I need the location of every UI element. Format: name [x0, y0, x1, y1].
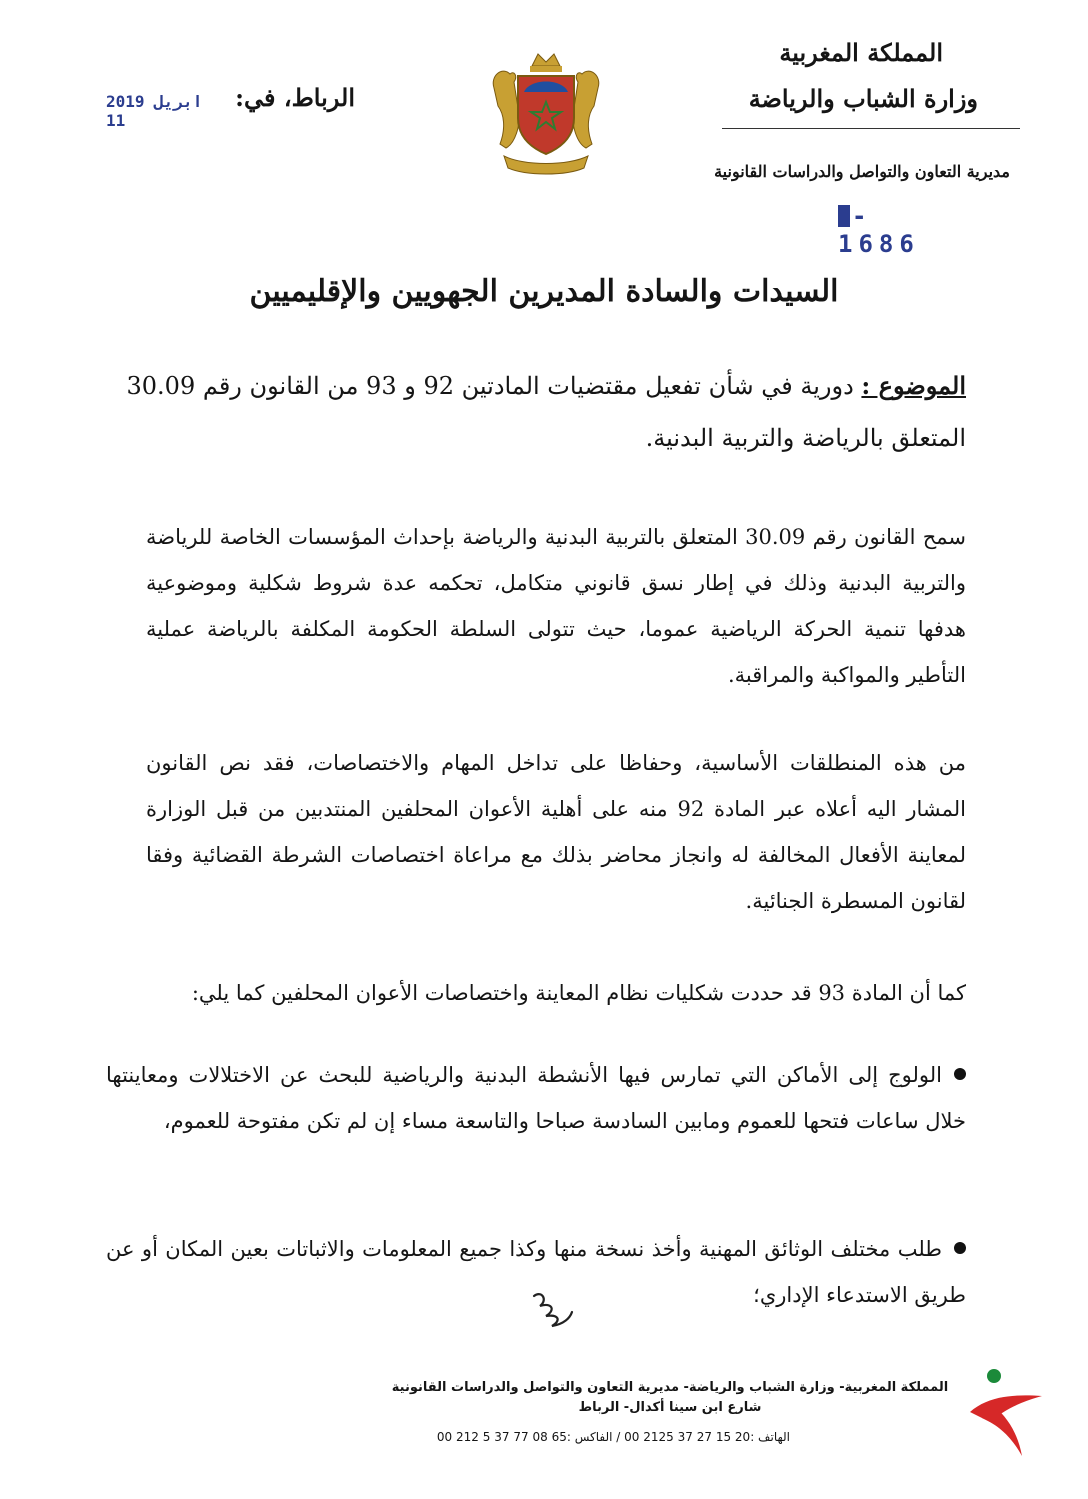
reference-number: [838, 202, 968, 258]
bullet-icon: [954, 1068, 966, 1080]
paragraph-2: من هذه المنطلقات الأساسية، وحفاظا على تداخل المهام والاختصاصات، فقد نص القانون المشار اليه أعلاه عبر المادة 92 منه على أهلية الأعوان المحلفين المنتدبين من قبل الوزارة لمعاينة الأفعال المخالفة له وانجاز محاضر بذلك مع مراعاة اختصاصات الشرطة القضائية وفقا لقانون المسطرة الجنائية.: [146, 751, 966, 913]
place-date-label: الرباط، في:: [235, 83, 355, 112]
list-item: [106, 1052, 966, 1144]
directorate-name: مديرية التعاون والتواصل والدراسات القانونية: [714, 162, 1010, 181]
kingdom-name: المملكة المغربية: [779, 38, 943, 67]
coat-of-arms-icon: [484, 48, 608, 176]
recipient-heading: السيدات والسادة المديرين الجهويين والإقليميين: [249, 274, 839, 309]
paragraph-1: سمح القانون رقم 30.09 المتعلق بالتربية البدنية والرياضة بإحداث المؤسسات الخاصة للرياضة والتربية البدنية وذلك في إطار نسق قانوني متكامل، تحكمه عدة شروط شكلية وموضوعية هدفها تنمية الحركة الرياضية عموما، حيث تتولى السلطة الحكومة المكلفة بالرياضة عملية التأطير والمواكبة والمراقبة.: [146, 525, 966, 687]
signature-initials: [528, 1288, 578, 1332]
footer-line-1: المملكة المغربية- وزارة الشباب والرياضة- مديرية التعاون والتواصل والدراسات القانونية: [391, 1380, 949, 1395]
ministry-name: وزارة الشباب والرياضة: [748, 84, 978, 113]
footer-address: [320, 1378, 1020, 1418]
footer-line-2: شارع ابن سينا أكدال- الرباط: [578, 1400, 762, 1415]
footer-contact: الهاتف :20 15 27 37 2125 00 / الفاكس :65 08 77 37 5 212 00: [436, 1430, 790, 1444]
subject-text: دورية في شأن تفعيل مقتضيات المادتين 92 و 93 من القانون رقم 30.09 المتعلق بالرياضة والتربية البدنية.: [126, 372, 966, 452]
header-divider: [722, 128, 1020, 129]
stamp-mark: [838, 205, 850, 227]
subject: [106, 360, 966, 464]
list-item-text: طلب مختلف الوثائق المهنية وأخذ نسخة منها وكذا جميع المعلومات والاثباتات بعين المكان أو عن طريق الاستدعاء الإداري؛: [106, 1237, 966, 1307]
paragraph-3: كما أن المادة 93 قد حددت شكليات نظام المعاينة واختصاصات الأعوان المحلفين كما يلي:: [191, 981, 966, 1005]
ministry-logo-icon: [964, 1366, 1048, 1458]
bullet-icon: [954, 1242, 966, 1254]
subject-label: الموضوع :: [861, 371, 966, 400]
list-item-text: الولوج إلى الأماكن التي تمارس فيها الأنشطة البدنية والرياضية للبحث عن الاختلالات ومعاينتها خلال ساعات فتحها للعموم ومابين السادسة صباحا والتاسعة مساء إن لم تكن مفتوحة للعموم،: [106, 1063, 966, 1133]
reference-number-text: - 1686: [838, 202, 920, 258]
date-stamp: 2019 ابريل 11: [106, 92, 203, 130]
